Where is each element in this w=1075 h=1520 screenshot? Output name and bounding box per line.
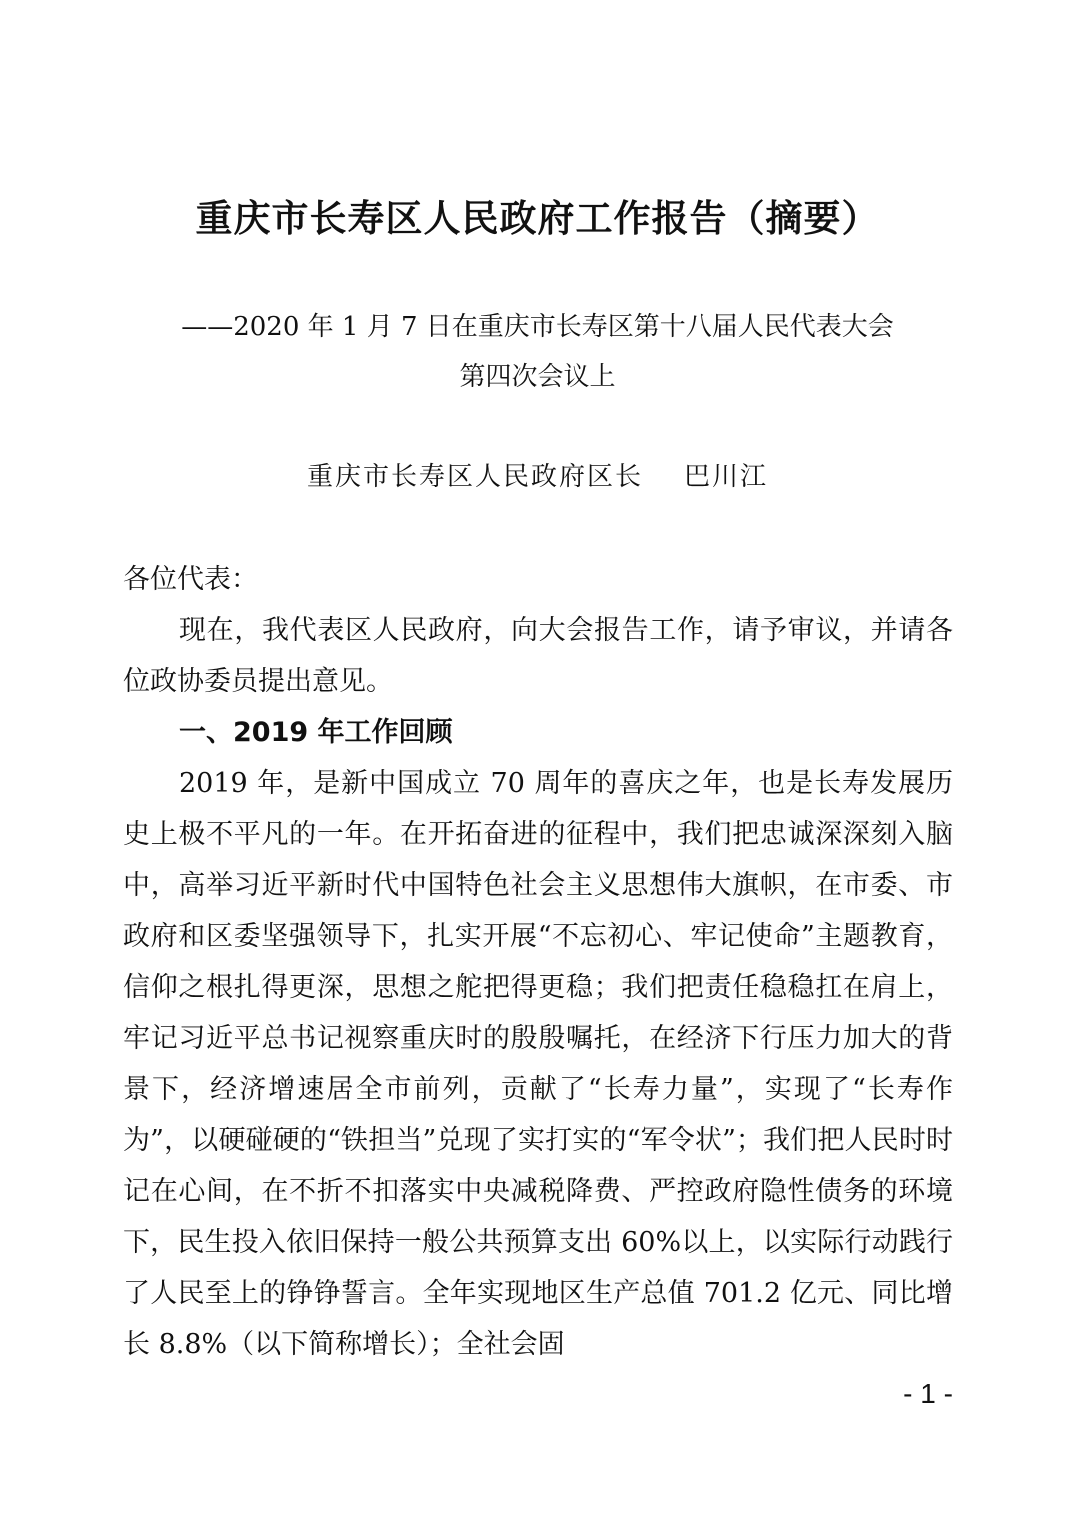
salutation: 各位代表： <box>123 564 258 595</box>
report-body <box>123 554 953 1370</box>
subtitle-line-1: ——2020 年 1 月 7 日在重庆市长寿区第十八届人民代表大会 <box>181 312 894 342</box>
page-number: - 1 - <box>903 1378 953 1409</box>
subtitle-line-2: 第四次会议上 <box>459 362 616 392</box>
review-paragraph: 2019 年，是新中国成立 70 周年的喜庆之年，也是长寿发展历史上极不平凡的一年。在开拓奋进的征程中，我们把忠诚深深刻入脑中，高举习近平新时代中国特色社会主义思想伟大旗帜，在市委、市政府和区委坚强领导下，扎实开展“不忘初心、牢记使命”主题教育，信仰之根扎得更深，思想之舵把得更稳；我们把责任稳稳扛在肩上，牢记习近平总书记视察重庆时的殷殷嘱托，在经济下行压力加大的背景下，经济增速居全市前列，贡献了“长寿力量”，实现了“长寿作为”，以硬碰硬的“铁担当”兑现了实打实的“军令状”；我们把人民时时记在心间，在不折不扣落实中央减税降费、严控政府隐性债务的环境下，民生投入依旧保持一般公共预算支出 60%以上，以实际行动践行了人民至上的铮铮誓言。全年实现地区生产总值 701.2 亿元、同比增长 8.8%（以下简称增长）；全社会固 <box>123 768 953 1360</box>
author-line: 重庆市长寿区人民政府区长 巴川江 <box>306 462 769 492</box>
section-heading: 一、2019 年工作回顾 <box>179 717 453 748</box>
intro-paragraph: 现在，我代表区人民政府，向大会报告工作，请予审议，并请各位政协委员提出意见。 <box>123 615 953 697</box>
report-title: 重庆市长寿区人民政府工作报告（摘要） <box>195 196 880 240</box>
